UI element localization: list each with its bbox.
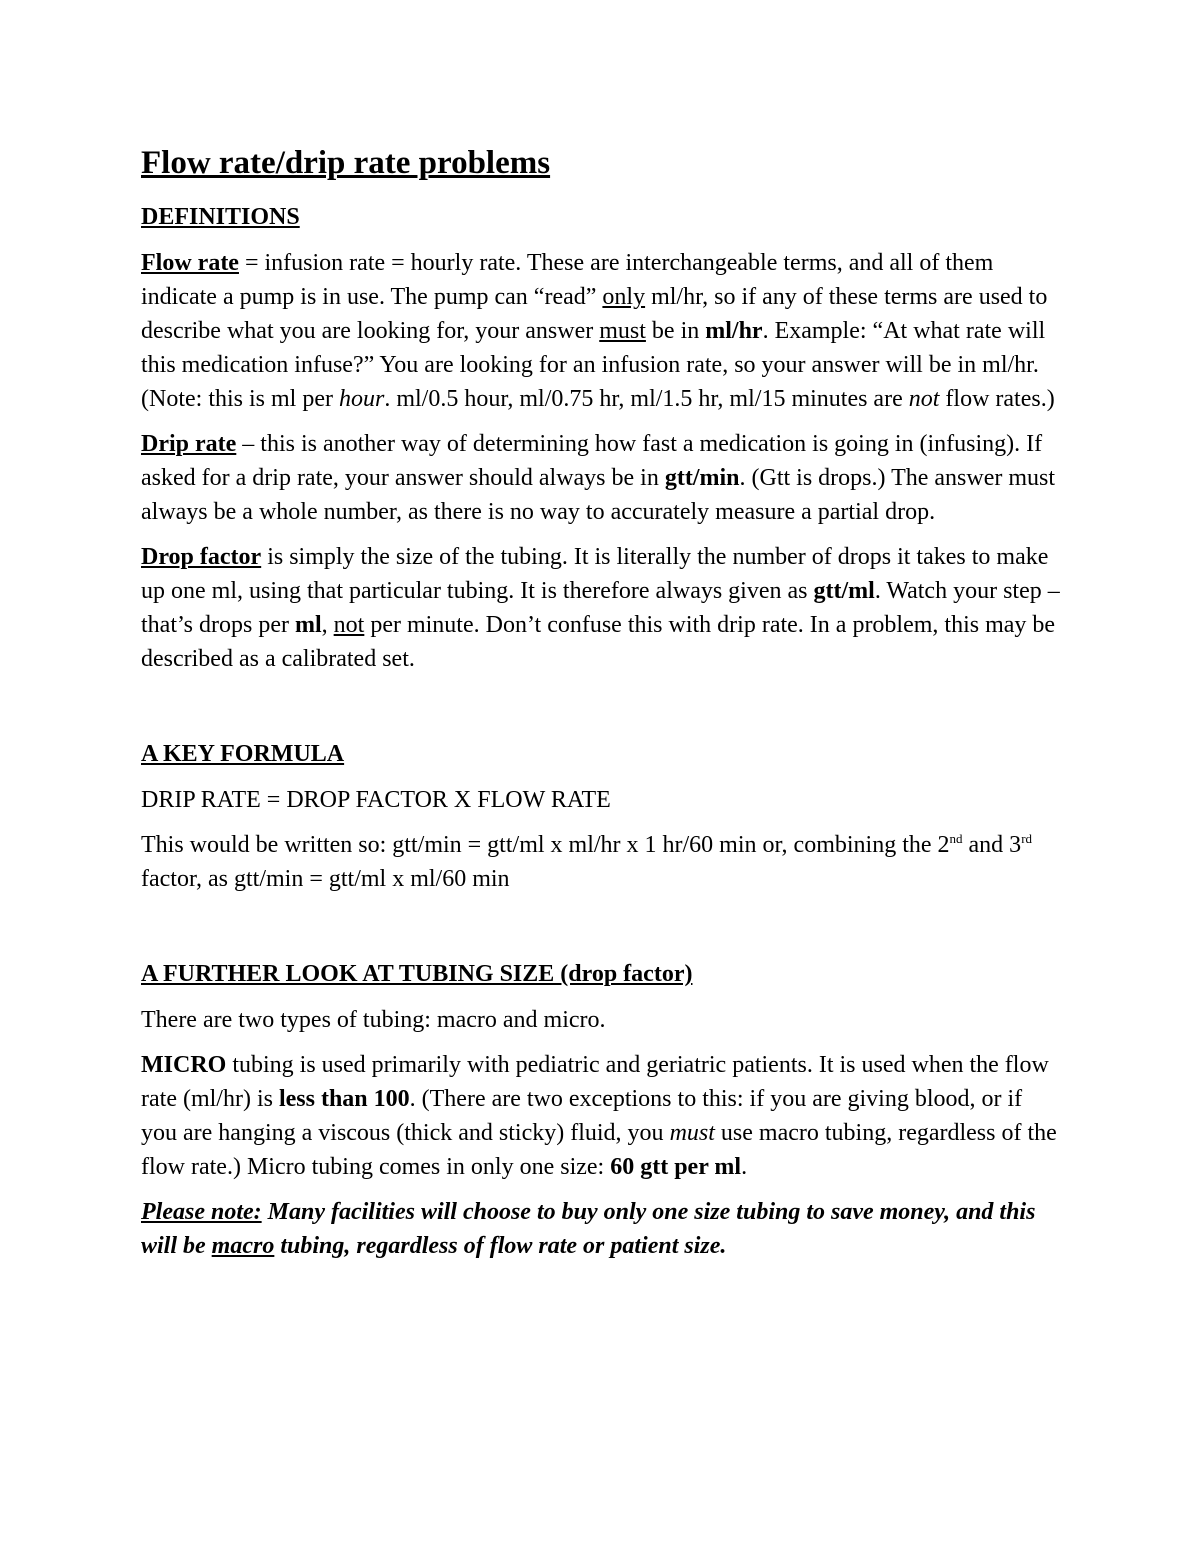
formula-line: DRIP RATE = DROP FACTOR X FLOW RATE [141, 787, 611, 813]
please-note-label: Please note: [141, 1199, 262, 1225]
formula-written-paragraph: This would be written so: gtt/min = gtt/ml x ml/hr x 1 hr/60 min or, combining the 2nd and 3rd factor, as gtt/min = gtt/ml x ml/60 min [141, 831, 1033, 892]
ml-hr-unit: ml/hr [705, 318, 763, 344]
not-emphasis: not [908, 386, 940, 412]
not-underline: not [333, 612, 365, 638]
must-emphasis: must [599, 318, 646, 344]
gtt-ml-unit: gtt/ml [813, 578, 875, 604]
document-body [141, 138, 1061, 1274]
page-title: Flow rate/drip rate problems [141, 145, 551, 181]
drip-rate-term: Drip rate [141, 431, 237, 457]
superscript-rd: rd [1021, 831, 1033, 846]
hour-emphasis: hour [338, 386, 385, 412]
section-spacer [141, 907, 1061, 957]
key-formula-heading: A KEY FORMULA [141, 741, 345, 767]
drop-factor-term: Drop factor [141, 544, 262, 570]
please-note-paragraph: Please note: Many facilities will choose to buy only one size tubing to save money, and this will be macro tubing, regardless of flow rate or patient size. [141, 1199, 1036, 1259]
only-emphasis: only [602, 284, 646, 310]
section-spacer [141, 687, 1061, 737]
tubing-intro: There are two types of tubing: macro and micro. [141, 1007, 606, 1033]
micro-size: 60 gtt per ml [610, 1154, 742, 1180]
micro-tubing-paragraph: MICRO tubing is used primarily with pediatric and geriatric patients. It is used when the flow rate (ml/hr) is less than 100. (There are two exceptions to this: if you are giving blood, or if you are hanging a viscous (thick and sticky) fluid, you must use macro tubing, regardless of the flow rate.) Micro tubing comes in only one size: 60 gtt per ml. [141, 1052, 1057, 1180]
must-italic: must [669, 1120, 715, 1146]
macro-emphasis: macro [211, 1233, 275, 1259]
flow-rate-paragraph: Flow rate = infusion rate = hourly rate. These are interchangeable terms, and all of them indicate a pump is in use. The pump can “read” only ml/hr, so if any of these terms are used to describe what you are looking for, your answer must be in ml/hr. Example: “At what rate will this medication infuse?” You are looking for an infusion rate, so your answer will be in ml/hr. (Note: this is ml per hour. ml/0.5 hour, ml/0.75 hr, ml/1.5 hr, ml/15 minutes are not flow rates.) [141, 250, 1055, 412]
tubing-heading: A FURTHER LOOK AT TUBING SIZE (drop factor) [141, 961, 693, 987]
drop-factor-paragraph: Drop factor is simply the size of the tubing. It is literally the number of drops it takes to make up one ml, using that particular tubing. It is therefore always given as gtt/ml. Watch your step – that’s drops per ml, not per minute. Don’t confuse this with drip rate. In a problem, this may be described as a calibrated set. [141, 544, 1060, 672]
superscript-nd: nd [949, 831, 963, 846]
less-than-100: less than 100 [278, 1086, 410, 1112]
flow-rate-term: Flow rate [141, 250, 239, 276]
gtt-min-unit: gtt/min [664, 465, 740, 491]
micro-label: MICRO [141, 1052, 227, 1078]
definitions-heading: DEFINITIONS [141, 204, 300, 230]
drip-rate-paragraph: Drip rate – this is another way of determining how fast a medication is going in (infusing). If asked for a drip rate, your answer should always be in gtt/min. (Gtt is drops.) The answer must always be a whole number, as there is no way to accurately measure a partial drop. [141, 431, 1056, 525]
ml-unit: ml [294, 612, 322, 638]
